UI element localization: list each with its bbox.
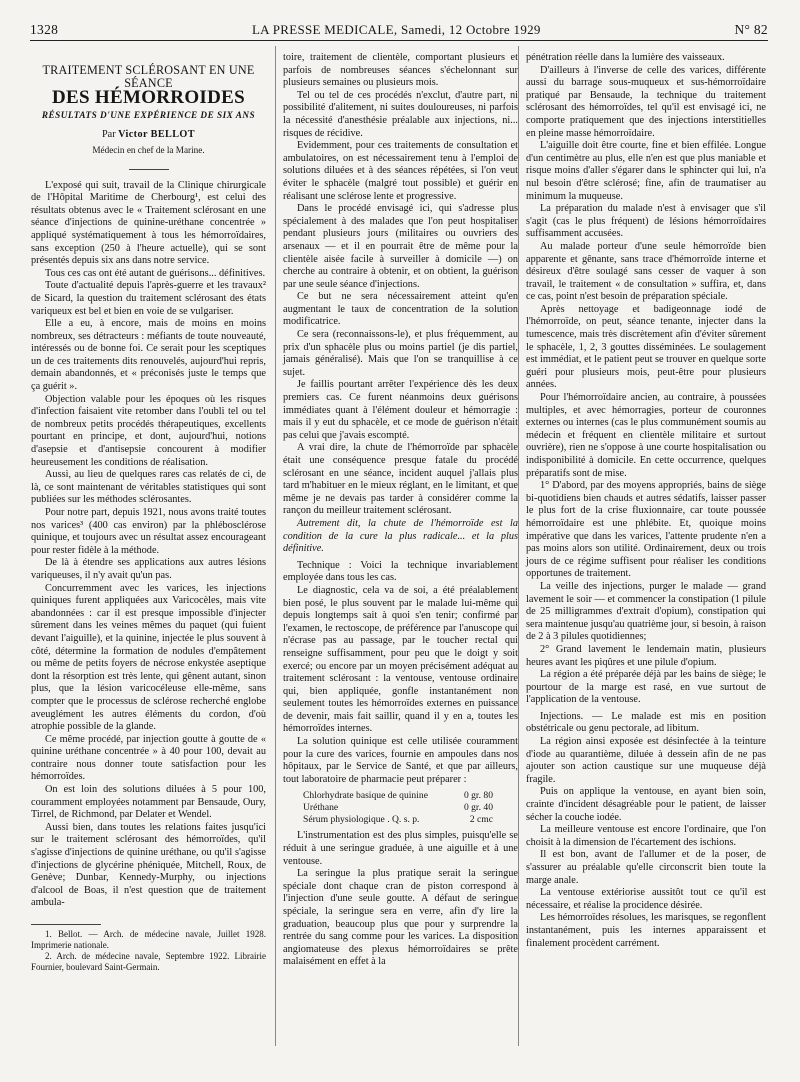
paragraph: La seringue la plus pratique serait la seringue spéciale dont chaque cran de piston correspond à l'injection d'une seule goutte. A défaut de seringue spéciale, la seringue sera en verre, afin d'y lire la graduation, beaucoup plus que pour y surprendre la rentrée du sang comme pour les varices. La disposition angiomateuse des plexus hémorroïdaires se prête malaisément en effet à la [283,868,518,968]
paragraph: La préparation du malade n'est à envisager que s'il s'agit (cas le plus fréquent) de lésions hémorroïdaires suffisamment accusées. [526,203,766,240]
title-rule [129,169,169,170]
column-divider [518,46,519,1046]
footnote-rule [31,924,101,925]
paragraph: Ce but ne sera nécessairement atteint qu'en augmentant le taux de concentration de la solution modificatrice. [283,291,518,328]
paragraph: Tel ou tel de ces procédés n'exclut, d'autre part, ni possibilité d'alitement, ni suites douloureuses, ni parfois la nécessité d'anesthésie préalable aux injections, ni... risques de récidive. [283,89,518,139]
paragraph: pénétration réelle dans la lumière des vaisseaux. [526,52,725,63]
paragraph: Pour notre part, depuis 1921, nous avons traité toutes nos varices³ (400 cas environ) par la phlébosclérose quinique, et toujours avec un résultat assez encourageant pour rester fidèle à la méthode. [31,507,266,556]
paragraph: La région ainsi exposée est désinfectée à la teinture d'iode au quarantième, diluée à dessein afin de ne pas ajouter son action caustique sur une muqueuse déjà fragile. [526,736,766,785]
paragraph: La solution quinique est celle utilisée couramment pour la cure des varices, fournie en ampoules dans nos hôpitaux, par le Service de Santé, et que par ailleurs, tout laboratoire de pharmacie peut préparer : [283,736,518,785]
author-role: Médecin en chef de la Marine. [92,144,205,155]
footnote: 2. Arch. de médecine navale, Septembre 1922. Librairie Fournier, boulevard Saint-Germain. [31,951,266,972]
paragraph: Elle a eu, à encore, mais de moins en moins nombreux, ses détracteurs : méfiants de toute nouveauté, intéressés ou de bonne foi. Ce serait pour les sceptiques un de ces traitements dits renouvelés, aujourd'hui repris, demain abandonnés, et « préconisés juste le temps que ça guérit ». [31,318,266,393]
paragraph: Concurremment avec les varices, les injections quiniques furent appliquées aux Varicocèles, mais vite abandonnées : car il est presque impossible d'injecter sûrement dans les veines mêmes du paquet (qui fuient devant l'aiguille), et la quinine, injectée le plus souvent à côté, détermine la formation de nodules d'empâtement ou même de petits foyers de nécrose enkystée aseptique dont la résorption est très lente, qui gênent autant, sinon plus, que la lésion varicocéleuse elle-même, sans compter que le processus de sclérose recherché englobe aveuglément les autres éléments du cordon, d'où atrophie possible de la glande. [31,582,266,733]
paragraph: Aussi, au lieu de quelques rares cas relatés de ci, de là, ce sont maintenant de véritables statistiques qui sont publiées sur les méthodes sclérosantes. [31,469,266,506]
header-rule [30,40,768,41]
paragraph: Objection valable pour les époques où les risques d'infection faisaient vite retomber dans l'oubli tel ou tel de nombreux petits procédés thérapeutiques, excellents pourtant en principe, et dont, aujourd'hui, notions d'asepsie et d'antisepsie concourent à modifier heureusement les conditions de réalisation. [31,393,266,468]
formula-table [303,790,518,826]
paragraph: Technique : Voici la technique invariablement employée dans tous les cas. [283,559,518,584]
paragraph: Au malade porteur d'une seule hémorroïde bien apparente et gênante, sans trace d'hémorroïde interne et désireux d'être soulagé sans cesser de vaquer à son travail, le traitement « de consultation » suffira, et, dans ce cas, point n'est besoin de préparation spéciale. [526,240,766,303]
paragraph: Evidemment, pour ces traitements de consultation et ambulatoires, on est nécessairement tenu à l'emploi de solutions diluées et à des séances répétées, si l'on veut éviter le sphacèle (malgré tout possible) et guérir en réalisant une sclérose lente et progressive. [283,140,518,202]
paragraph: Ce même procédé, par injection goutte à goutte de « quinine uréthane concentrée » à 40 pour 100, devait au contraire nous donner toute satisfaction pour les hémorroïdes. [31,733,266,783]
paragraph: Dans le procédé envisagé ici, qui s'adresse plus spécialement à des malades que l'on peut hospitaliser pendant plusieurs jours (militaires ou ouvriers des arsenaux — et il en pourrait être de même pour la clientèle aisée facile à surveiller à domicile —) on cherche au contraire à obtenir, et on obtient, la guérison par une seule séance d'injections. [283,203,518,290]
paragraph: Les hémorroïdes résolues, les marisques, se regonflent instantanément, puis les internes apparaissent et finalement procèdent carrément. [526,912,766,949]
paragraph: D'ailleurs à l'inverse de celle des varices, différente aussi du barrage sous-muqueux et sus-hémorroïdaire pratiqué par Bensaude, la technique du traitement sclérosant des hémorroïdes, tel qu'il est envisagé ici, ne comporte pratiquement que des injections interstitielles en pleine masse hémorroïdaire. [526,64,766,139]
page-header [30,18,768,38]
paragraph: Injections. — Le malade est mis en position obstétricale ou genu pectorale, ad libitum. [526,710,766,735]
issue-number: N° 82 [734,22,768,37]
paragraph: Après nettoyage et badigeonnage iodé de l'hémorroïde, on peut, séance tenante, injecter dans la tumescence, mais très discrètement afin d'éviter sûrement le sphacèle, 1, 2, 3 gouttes disséminées. Le soulagement est immédiat, et le patient peut se trouver en quelque sorte guéri pour plusieurs mois, peut-être pour plusieurs années. [526,303,766,391]
footnote: 1. Bellot. — Arch. de médecine navale, Juillet 1928. Imprimerie nationale. [31,929,266,950]
column-1 [31,52,266,973]
formula-row: Chlorhydrate basique de quinine 0 gr. 80 [303,790,493,802]
paragraph: On est loin des solutions diluées à 5 pour 100, couramment employées notamment par Bensaude, Oury, Tirrel, de Richmond, par Delater et Wendel. [31,784,266,821]
paragraph: Le diagnostic, cela va de soi, a été préalablement bien posé, le plus souvent par le malade lui-même qui depuis longtemps sait à quoi s'en tenir; confirmé par l'examen, le rectoscope, de préférence par l'anuscope qui n'écrase pas au passage, par le toucher rectal qui renseigne suffisamment, pour peu que le doigt y soit exercé; ou encore par un moyen précisément adéquat au traitement sclérosant : la ventouse, ventouse ordinaire qui, bien appliquée, gonfle instantanément non seulement toutes les hémorroïdes externes en puissance de devenir, mais fait saillir, quand il y en a, toutes les hémorroïdes internes. [283,584,518,735]
column-2 [283,52,518,969]
paragraph: Il est bon, avant de l'allumer et de la poser, de s'assurer au préalable qu'elle circonscrit bien toute la marge anale. [526,849,766,886]
formula-row: Sérum physiologique . Q. s. p. 2 cmc [303,814,493,826]
article-title-line1: TRAITEMENT SCLÉROSANT EN UNE SÉANCE [42,63,255,90]
paragraph: La veille des injections, purger le malade — grand lavement le soir — et commencer la constipation (1 pilule de 25 milligrammes d'extrait d'opium), constipation qui sera maintenue jusqu'au quatrième jour, si besoin, à raison de 2 à 3 pilules quotidiennes; [526,580,766,643]
article-title-line2: DES HÉMORROIDES [52,87,245,109]
paragraph: Puis on applique la ventouse, en ayant bien soin, crainte d'incident désagréable pour le patient, de laisser sécher la couche iodée. [526,786,766,823]
paragraph: Aussi bien, dans toutes les relations faites jusqu'ici sur le traitement sclérosant des hémorroïdes, qu'il s'agisse d'injections de quinine uréthane, ou qu'il s'agisse d'injections de glycérine phéniquée, Mitchell, Roux, de Genève; Dunbar, Kennedy-Murphy, ou injections d'alcool de Boas, il n'est question que de traitement ambula- [31,821,266,909]
paragraph: Toute d'actualité depuis l'après-guerre et les travaux² de Sicard, la question du traitement sclérosant des états variqueux est bel et bien en voie de se vulgariser. [31,280,266,317]
article-author: Par Victor BELLOT [102,129,195,141]
paragraph: 2° Grand lavement le lendemain matin, plusieurs heures avant les piqûres et une pilule d'opium. [526,643,766,668]
formula-row: Uréthane 0 gr. 40 [303,802,493,814]
article-subtitle: RÉSULTATS D'UNE EXPÉRIENCE DE SIX ANS [41,109,256,120]
paragraph: 1° D'abord, par des moyens appropriés, bains de siège bi-quotidiens bien chauds et autres sédatifs, laisser passer le plus fort de la crise fluxionnaire, car toute poussée hémorroïdaire est une phlébite. Et, quoique moins impérative que dans les varices, l'attente prudente n'en a pas moins alors son utilité. Ordinairement, deux ou trois jours de ce régime suffisent pour réaliser les conditions opportunes de traitement. [526,480,766,580]
paragraph: A vrai dire, la chute de l'hémorroïde par sphacèle était une conséquence presque fatale du procédé sclérosant en une séance, incident auquel j'allais plus tard m'habituer en le mieux réglant, en le limitant, et que même je ne devais pas tarder à considérer comme la rançon du meilleur traitement sclérosant. [283,442,518,517]
journal-title: LA PRESSE MEDICALE, Samedi, 12 Octobre 1929 [251,22,541,37]
paragraph: La meilleure ventouse est encore l'ordinaire, que l'on choisit à la dimension de l'écartement des ischions. [526,824,766,848]
column-3 [526,52,766,950]
paragraph: L'aiguille doit être courte, fine et bien effilée. Longue d'un centimètre au plus, elle n'en est que plus maniable et risque moins d'aller s'égarer dans le sphincter qui lui, n'a nul besoin d'être sclérosé; fine, afin de traumatiser au minimum la muqueuse. [526,140,766,202]
paragraph: Pour l'hémorroïdaire ancien, au contraire, à poussées multiples, et avec hémorragies, porteur de couronnes externes ou internes (cas le plus communément soumis au médecin et fréquent en clientèle militaire et surtout ouvrière), rien ne s'oppose à une courte hospitalisation ou indisponibilité à domicile. En cette occurrence, quelques préparatifs sont de mise. [526,392,766,479]
paragraph: Autrement dit, la chute de l'hémorroïde est la condition de la cure la plus radicale... et la plus définitive. [283,517,518,555]
paragraph: De là à étendre ses applications aux autres lésions variqueuses, il n'y avait qu'un pas. [31,557,266,581]
paragraph: Ce sera (reconnaissons-le), et plus fréquemment, au prix d'un sphacèle plus ou moins partiel (je dis partiel, jamais généralisé). Mais que l'on se tranquillise à ce sujet. [283,329,518,378]
paragraph: La région a été préparée déjà par les bains de siège; le pourtour de la marge est rasé, en vue surtout de l'application de la ventouse. [526,669,766,706]
paragraph: La ventouse extériorise aussitôt tout ce qu'il est nécessaire, et réalise la procidence désirée. [526,887,766,911]
paragraph: Je faillis pourtant arrêter l'expérience dès les deux premiers cas. Ce furent néanmoins deux guérisons immédiates quant à l'élément douleur et hémorragie : mais il y eut du sphacèle, et ce mode de guérison n'était pas celui que j'avais escompté. [283,379,518,441]
column-divider [275,46,276,1046]
paragraph: Tous ces cas ont été autant de guérisons... définitives. [45,267,266,279]
page-number: 1328 [30,22,59,37]
paragraph: toire, traitement de clientèle, comportant plusieurs et parfois de nombreuses séances s'échelonnant sur plusieurs semaines ou plusieurs mois. [283,52,518,89]
paragraph: L'exposé qui suit, travail de la Clinique chirurgicale de l'Hôpital Maritime de Cherbourg¹, est celui des résultats obtenus avec le « Traitement sclérosant en une séance d'injections de quinine-uréthane concentrée » appliqué systématiquement à tous les hémorroïdaires, sans exception (250 à l'heure actuelle), qui se sont présentés depuis six ans dans notre service. [31,179,266,267]
paragraph: L'instrumentation est des plus simples, puisqu'elle se réduit à une seringue graduée, à une aiguille et à une ventouse. [283,830,518,867]
